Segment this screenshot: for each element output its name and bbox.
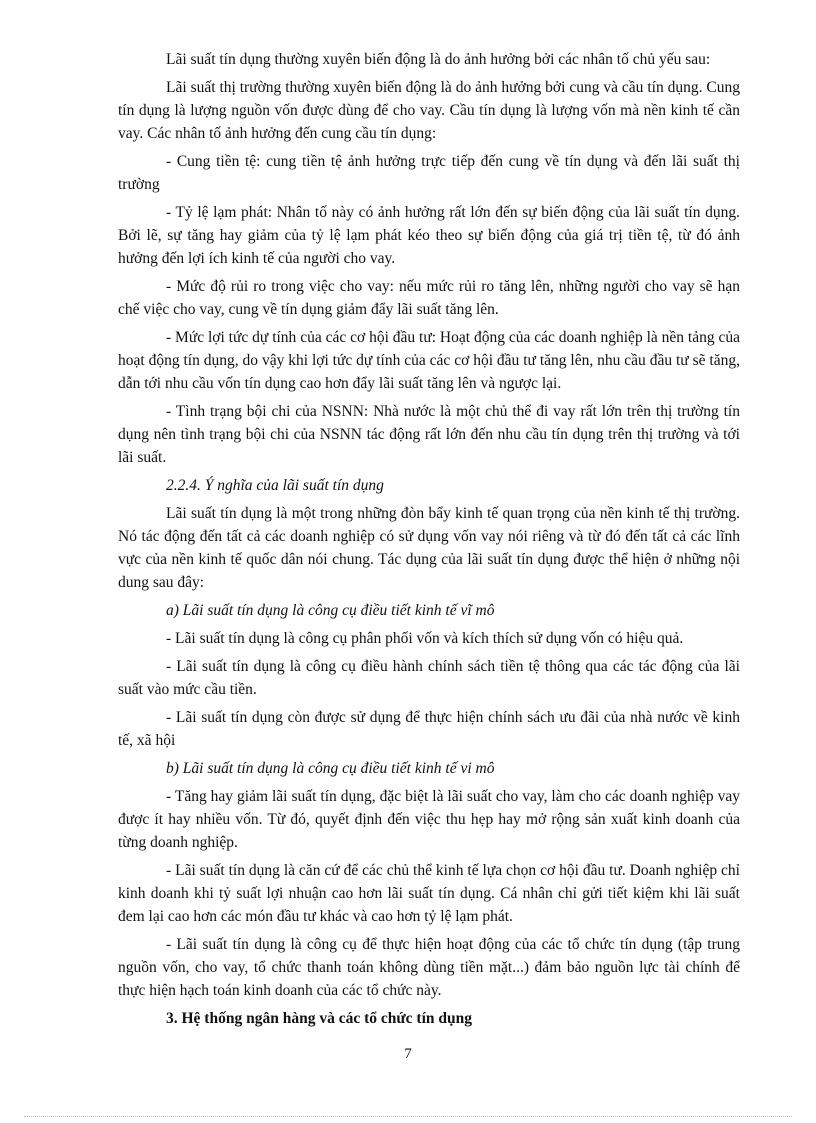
subheading-micro: b) Lãi suất tín dụng là công cụ điều tiết kinh tế vi mô (166, 760, 495, 777)
section-intro-paragraph: Lãi suất tín dụng là một trong những đòn bẩy kinh tế quan trọng của nền kinh tế thị trường. Nó tác động đến tất cả các doanh nghiệp có sử dụng vốn vay nói riêng và từ đó đến tất cả các lĩnh vực của nền kinh tế quốc dân nói chung. Tác dụng của lãi suất tín dụng được thể hiện ở những nội dung sau đây: (118, 505, 740, 591)
subheading-macro: a) Lãi suất tín dụng là công cụ điều tiết kinh tế vĩ mô (166, 602, 495, 619)
section-heading-2-2-4: 2.2.4. Ý nghĩa của lãi suất tín dụng (166, 477, 384, 494)
paragraph-risk: - Mức độ rủi ro trong việc cho vay: nếu mức rủi ro tăng lên, những người cho vay sẽ hạn chế việc cho vay, cung về tín dụng giảm đẩy lãi suất tăng lên. (118, 278, 740, 318)
list-item: - Lãi suất tín dụng là công cụ để thực hiện hoạt động của các tổ chức tín dụng (tập trung nguồn vốn, cho vay, tổ chức thanh toán không dùng tiền mặt...) đảm bảo nguồn lực tài chính để thực hiện hạch toán kinh doanh của các tổ chức này. (118, 936, 740, 999)
paragraph-budget-deficit: - Tình trạng bội chi của NSNN: Nhà nước là một chủ thể đi vay rất lớn trên thị trường tín dụng nên tình trạng bội chi của NSNN tác động rất lớn đến nhu cầu tín dụng trên thị trường và tới lãi suất. (118, 403, 740, 466)
list-item: - Lãi suất tín dụng là công cụ điều hành chính sách tiền tệ thông qua các tác động của lãi suất vào mức cầu tiền. (118, 658, 740, 698)
paragraph-intro: Lãi suất tín dụng thường xuyên biến động là do ảnh hưởng bởi các nhân tố chủ yếu sau: (166, 51, 711, 68)
paragraph-expected-return: - Mức lợi tức dự tính của các cơ hội đầu tư: Hoạt động của các doanh nghiệp là nền tảng của hoạt động tín dụng, do vậy khi lợi tức dự tính của các cơ hội đầu tư tăng lên, nhu cầu đầu tư sẽ tăng, dẫn tới nhu cầu vốn tín dụng cao hơn đẩy lãi suất tăng lên và ngược lại. (118, 329, 740, 392)
list-item: - Lãi suất tín dụng là công cụ phân phối vốn và kích thích sử dụng vốn có hiệu quả. (166, 630, 684, 647)
list-item: - Tăng hay giảm lãi suất tín dụng, đặc biệt là lãi suất cho vay, làm cho các doanh nghiệp vay được ít hay nhiều vốn. Từ đó, quyết định đến việc thu hẹp hay mở rộng sản xuất kinh doanh của từng doanh nghiệp. (118, 788, 740, 851)
list-item: - Lãi suất tín dụng còn được sử dụng để thực hiện chính sách ưu đãi của nhà nước về kinh tế, xã hội (118, 709, 740, 749)
paragraph-money-supply: - Cung tiền tệ: cung tiền tệ ảnh hưởng trực tiếp đến cung về tín dụng và đến lãi suất thị trường (118, 153, 740, 193)
page-number: 7 (404, 1046, 412, 1062)
page-bottom-divider (24, 1116, 792, 1117)
list-item: - Lãi suất tín dụng là căn cứ để các chủ thể kinh tế lựa chọn cơ hội đầu tư. Doanh nghiệp chỉ kinh doanh khi tỷ suất lợi nhuận cao hơn lãi suất tín dụng. Cá nhân chỉ gửi tiết kiệm khi lãi suất đem lại cao hơn các món đầu tư khác và cao hơn tỷ lệ lạm phát. (118, 862, 740, 925)
paragraph-inflation: - Tỷ lệ lạm phát: Nhân tố này có ảnh hưởng rất lớn đến sự biến động của lãi suất tín dụng. Bởi lẽ, sự tăng hay giảm của tỷ lệ lạm phát kéo theo sự biến động của giá trị tiền tệ, từ đó ảnh hưởng đến lợi ích kinh tế của người cho vay. (118, 204, 740, 267)
document-page (118, 48, 740, 1035)
paragraph-supply-demand: Lãi suất thị trường thường xuyên biến động là do ảnh hưởng bởi cung và cầu tín dụng. Cung tín dụng là lượng nguồn vốn được dùng để cho vay. Cầu tín dụng là lượng vốn mà nền kinh tế cần vay. Các nhân tố ảnh hưởng đến cung cầu tín dụng: (118, 79, 740, 142)
section-heading-3: 3. Hệ thống ngân hàng và các tổ chức tín dụng (166, 1010, 472, 1027)
